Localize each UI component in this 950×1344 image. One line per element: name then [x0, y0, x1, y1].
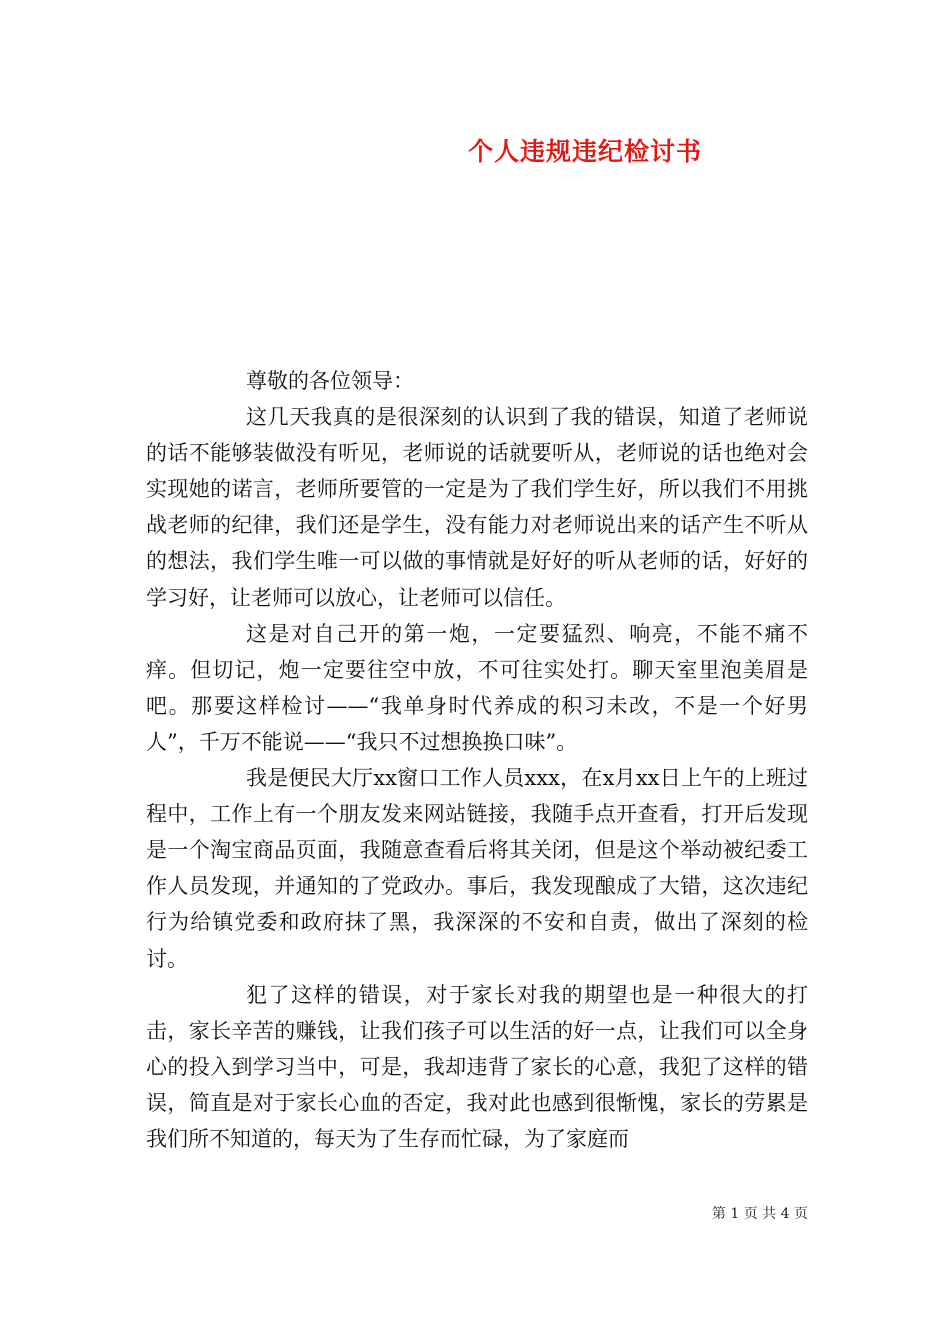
paragraph-1: 这几天我真的是很深刻的认识到了我的错误，知道了老师说的话不能够装做没有听见，老师说的话就要听从，老师说的话也绝对会实现她的诺言，老师所要管的一定是为了我们学生好，所以我们不用挑战老师的纪律，我们还是学生，没有能力对老师说出来的话产生不听从的想法，我们学生唯一可以做的事情就是好好的听从老师的话，好好的学习好，让老师可以放心，让老师可以信任。 — [146, 405, 808, 610]
document-body — [146, 363, 808, 1157]
paragraph-4: 犯了这样的错误，对于家长对我的期望也是一种很大的打击，家长辛苦的赚钱，让我们孩子可以生活的好一点，让我们可以全身心的投入到学习当中，可是，我却违背了家长的心意，我犯了这样的错误，简直是对于家长心血的否定，我对此也感到很惭愧，家长的劳累是我们所不知道的，每天为了生存而忙碌，为了家庭而 — [146, 982, 808, 1151]
salutation: 尊敬的各位领导： — [246, 369, 414, 393]
document-title: 个人违规违纪检讨书 — [467, 137, 702, 166]
page-number: 第 1 页 共 4 页 — [711, 1206, 808, 1222]
paragraph-2: 这是对自己开的第一炮，一定要猛烈、响亮，不能不痛不痒。但切记，炮一定要往空中放，不可往实处打。聊天室里泡美眉是吧。那要这样检讨——“我单身时代养成的积习未改，不是一个好男人”，千万不能说——“我只不过想换换口味”。 — [146, 621, 808, 754]
paragraph-3: 我是便民大厅xx窗口工作人员xxx，在x月xx日上午的上班过程中，工作上有一个朋友发来网站链接，我随手点开查看，打开后发现是一个淘宝商品页面，我随意查看后将其关闭，但是这个举动被纪委工作人员发现，并通知的了党政办。事后，我发现酿成了大错，这次违纪行为给镇党委和政府抹了黑，我深深的不安和自责，做出了深刻的检讨。 — [146, 766, 808, 971]
